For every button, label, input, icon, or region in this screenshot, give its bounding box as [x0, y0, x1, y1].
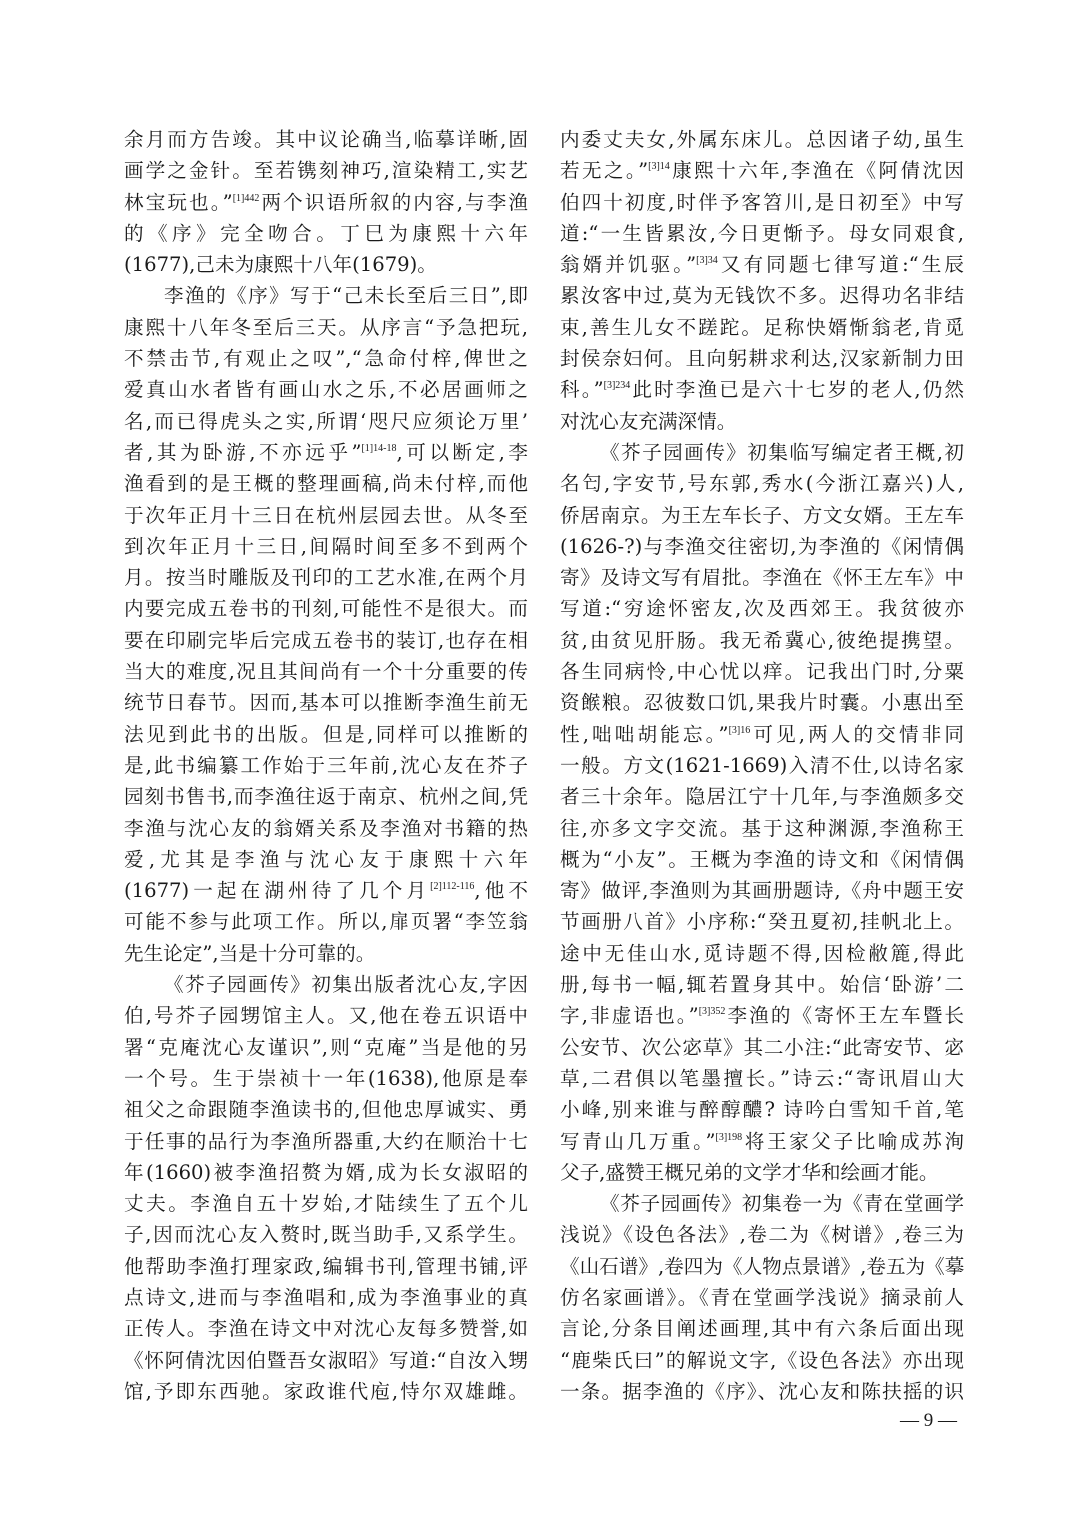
citation-superscript: [3]34 — [696, 255, 718, 267]
text-line: 性,咄咄胡能忘。”$^{[3]16}$可见,两人的交情非同 — [560, 722, 964, 746]
text-line: 到次年正月十三日,间隔时间至多不到两个 — [124, 534, 528, 558]
text-line: 林宝玩也。”$^{[1]442}$两个识语所叙的内容,与李渔 — [124, 190, 528, 214]
text-line: 途中无佳山水,觅诗题不得,因检敝簏,得此 — [560, 941, 964, 965]
text-line: 科。”$^{[3]234}$此时李渔已是六十七岁的老人,仍然 — [560, 378, 964, 402]
text-line: 他帮助李渔打理家政,编辑书刊,管理书铺,评 — [124, 1254, 528, 1278]
text-line: 统节日春节。因而,基本可以推断李渔生前无 — [124, 691, 528, 715]
paragraph — [560, 124, 964, 437]
text-line: 《芥子园画传》初集出版者沈心友,字因 — [164, 973, 528, 997]
text-line: 《怀阿倩沈因伯暨吾女淑昭》写道:“自汝入甥 — [124, 1348, 528, 1372]
text-line: 往,亦多文字交流。基于这种渊源,李渔称王 — [560, 816, 964, 840]
paragraph — [124, 969, 528, 1407]
text-line: (1626-?)与李渔交往密切,为李渔的《闲情偶 — [560, 534, 964, 558]
text-line: 寄》做评,李渔则为其画册题诗,《舟中题王安 — [560, 879, 964, 903]
text-line: 点诗文,进而与李渔唱和,成为李渔事业的真 — [124, 1285, 528, 1309]
text-line: 道:“一生皆累汝,今日更惭予。母女同艰食, — [560, 221, 964, 245]
text-line: 李渔的《序》写于“己未长至后三日”,即 — [164, 284, 528, 308]
text-line: 于任事的品行为李渔所器重,大约在顺治十七 — [124, 1129, 528, 1153]
text-line: 《山石谱》,卷四为《人物点景谱》,卷五为《摹 — [560, 1254, 965, 1278]
text-line: 寄》及诗文写有眉批。李渔在《怀王左车》中 — [560, 566, 964, 590]
text-line: 翁婿并饥驱。”$^{[3]34}$又有同题七律写道:“生辰 — [560, 253, 965, 277]
text-line: 名匄,字安节,号东郭,秀水(今浙江嘉兴)人, — [560, 472, 964, 496]
text-line: 余月而方告竣。其中议论确当,临摹详晰,固 — [124, 128, 528, 151]
text-line: 封侯奈妇何。且向躬耕求利达,汉家新制力田 — [560, 347, 964, 371]
text-line: 写青山几万重。”$^{[3]198}$将王家父子比喻成苏洵 — [560, 1129, 965, 1153]
text-line: 祖父之命跟随李渔读书的,但他忠厚诚实、勇 — [124, 1098, 528, 1122]
text-line: 草,二君俱以笔墨擅长。”诗云:“寄讯眉山大 — [560, 1066, 964, 1090]
text-column-left — [124, 124, 528, 1407]
text-line: 可能不参与此项工作。所以,扉页署“李笠翁 — [124, 910, 528, 934]
text-line: 册,每书一幅,辄若置身其中。始信‘卧游’二 — [560, 973, 964, 997]
text-line: 名,而已得虎头之实,所谓‘咫尺应须论万里’ — [124, 409, 528, 433]
text-line: 父子,盛赞王概兄弟的文学才华和绘画才能。 — [560, 1160, 939, 1184]
text-line: 者三十余年。隐居江宁十几年,与李渔颇多交 — [560, 785, 964, 809]
citation-superscript: [3]198 — [715, 1131, 743, 1143]
text-line: 李渔与沈心友的翁婿关系及李渔对书籍的热 — [124, 816, 528, 840]
text-line: 侨居南京。为王左车长子、方文女婿。王左车 — [560, 503, 964, 527]
text-line: 一条。据李渔的《序》、沈心友和陈扶摇的识 — [560, 1379, 964, 1403]
text-line: 要在印刷完毕后完成五卷书的装订,也存在相 — [124, 628, 528, 652]
text-column-right — [560, 124, 964, 1407]
text-line: “鹿柴氏曰”的解说文字,《设色各法》亦出现 — [560, 1348, 964, 1372]
text-line: 一般。方文(1621-1669)入清不仕,以诗名家 — [560, 753, 964, 777]
text-line: 不禁击节,有观止之叹”,“急命付梓,俾世之 — [124, 347, 528, 371]
text-line: 内委丈夫女,外属东床儿。总因诸子幼,虽生 — [560, 128, 964, 151]
text-line: 言论,分条目阐述画理,其中有六条后面出现 — [560, 1317, 964, 1341]
text-line: 各生同病怜,中心忧以痒。记我出门时,分粟 — [560, 660, 964, 684]
text-line: 先生论定”,当是十分可靠的。 — [124, 941, 376, 965]
text-line: 爱真山水者皆有画山水之乐,不必居画师之 — [124, 378, 528, 402]
citation-superscript: [3]16 — [728, 724, 751, 736]
text-line: 署“克庵沈心友谨识”,则“克庵”当是他的另 — [124, 1035, 528, 1059]
text-line: 贫,由贫见肝肠。我无希冀心,彼绝提携望。 — [560, 628, 964, 652]
text-line: 公安节、次公宓草》其二小注:“此寄安节、宓 — [560, 1035, 964, 1059]
text-line: 康熙十八年冬至后三天。从序言“予急把玩, — [124, 315, 528, 339]
text-line: (1677),己未为康熙十八年(1679)。 — [124, 253, 437, 277]
text-line: 《芥子园画传》初集临写编定者王概,初 — [600, 440, 964, 464]
text-line: 园刻书售书,而李渔往返于南京、杭州之间,凭 — [124, 785, 528, 809]
text-line: 浅说》《设色各法》,卷二为《树谱》,卷三为 — [560, 1223, 964, 1247]
citation-superscript: [3]14 — [648, 161, 670, 173]
text-line: 小峰,别来谁与醉醇醲? 诗吟白雪知千首,笔 — [560, 1098, 964, 1122]
citation-superscript: [1]442 — [232, 192, 260, 204]
text-line: 月。按当时雕版及刊印的工艺水准,在两个月 — [124, 566, 528, 590]
text-line: 是,此书编纂工作始于三年前,沈心友在芥子 — [124, 753, 528, 777]
text-line: 伯,号芥子园甥馆主人。又,他在卷五识语中 — [124, 1004, 528, 1028]
text-line: 渔看到的是王概的整理画稿,尚未付梓,而他 — [124, 472, 528, 496]
text-line: 内要完成五卷书的刊刻,可能性不是很大。而 — [124, 597, 528, 621]
citation-superscript: [3]352 — [698, 1006, 726, 1018]
text-line: 伯四十初度,时伴予客笤川,是日初至》中写 — [560, 190, 964, 214]
paragraph — [124, 280, 528, 969]
page-number: — 9 — — [900, 1410, 957, 1431]
text-line: (1677)一起在湖州待了几个月$^{[2]112-116}$,他不 — [124, 879, 528, 903]
paragraph — [124, 124, 528, 280]
paragraph — [560, 1188, 964, 1407]
citation-superscript: [3]234 — [603, 380, 631, 392]
citation-superscript: [2]112-116 — [430, 881, 475, 893]
text-line: 画学之金针。至若镌刻神巧,渲染精工,实艺 — [124, 159, 528, 183]
text-line: 概为“小友”。王概为李渔的诗文和《闲情偶 — [560, 847, 964, 871]
text-line: 若无之。”$^{[3]14}$康熙十六年,李渔在《阿倩沈因 — [560, 159, 965, 183]
text-line: 《芥子园画传》初集卷一为《青在堂画学 — [600, 1192, 964, 1216]
paragraph — [560, 437, 964, 1188]
text-line: 馆,予即东西驰。家政谁代庖,恃尔双雄雌。 — [124, 1379, 528, 1403]
text-line: 节画册八首》小序称:“癸丑夏初,挂帆北上。 — [560, 910, 964, 934]
text-line: 束,善生儿女不蹉跎。足称快婿惭翁老,肯觅 — [560, 315, 964, 339]
text-line: 法见到此书的出版。但是,同样可以推断的 — [124, 722, 528, 746]
text-line: 累汝客中过,莫为无钱饮不多。迟得功名非结 — [560, 284, 964, 308]
text-line: 子,因而沈心友入赘时,既当助手,又系学生。 — [124, 1223, 528, 1247]
text-line: 正传人。李渔在诗文中对沈心友每多赞誉,如 — [124, 1317, 528, 1341]
citation-superscript: [1]14-18 — [361, 442, 397, 454]
text-line: 丈夫。李渔自五十岁始,才陆续生了五个儿 — [124, 1192, 528, 1216]
text-line: 写道:“穷途怀密友,次及西郊王。我贫彼亦 — [560, 597, 964, 621]
text-line: 当大的难度,况且其间尚有一个十分重要的传 — [124, 660, 528, 684]
text-line: 者,其为卧游,不亦远乎”$^{[1]14-18}$,可以断定,李 — [124, 440, 528, 464]
text-line: 对沈心友充满深情。 — [560, 409, 737, 433]
text-line: 资餱粮。忍彼数口饥,果我片时囊。小惠出至 — [560, 691, 964, 715]
text-line: 的《序》完全吻合。丁巳为康熙十六年 — [124, 221, 528, 245]
text-line: 一个号。生于崇祯十一年(1638),他原是奉 — [124, 1066, 528, 1090]
text-line: 爱,尤其是李渔与沈心友于康熙十六年 — [124, 847, 528, 871]
text-line: 仿名家画谱》。《青在堂画学浅说》摘录前人 — [560, 1285, 964, 1309]
text-line: 年(1660)被李渔招赘为婿,成为长女淑昭的 — [124, 1160, 528, 1184]
text-line: 于次年正月十三日在杭州层园去世。从冬至 — [124, 503, 528, 527]
text-line: 字,非虚语也。”$^{[3]352}$李渔的《寄怀王左车暨长 — [560, 1004, 964, 1028]
